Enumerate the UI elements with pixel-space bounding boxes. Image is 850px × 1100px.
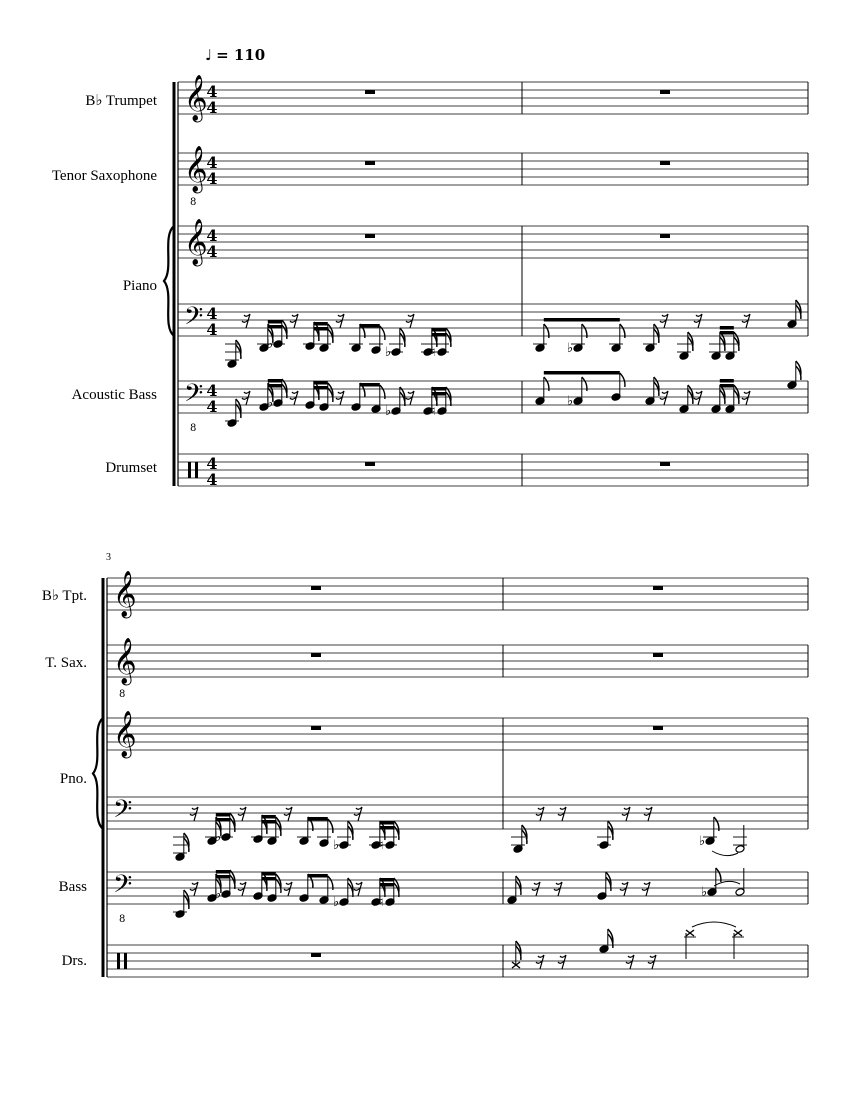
time-signature-upper: 4 [206,381,218,400]
note-beam [432,333,446,337]
sixteenth-rest [284,882,292,896]
accidental: ♭ [333,838,340,853]
accidental: ♮ [431,345,436,360]
note-beam [262,815,276,819]
note-beam [360,324,380,328]
note-beam [720,331,734,335]
sixteenth-rest [648,955,656,969]
whole-rest [653,586,663,590]
sixteenth-rest [660,314,668,328]
sixteenth-rest [354,807,362,821]
accidental: ♮ [431,404,436,419]
bass-clef: 𝄢 [184,302,204,337]
sixteenth-rest [336,391,344,405]
time-signature-upper: 4 [206,153,218,172]
sixteenth-rest [626,955,634,969]
accidental: ♭ [567,394,574,409]
bass-clef: 𝄢 [184,379,204,414]
bass-clef: 𝄢 [113,795,133,830]
whole-rest [311,726,321,730]
note-beam [314,322,328,326]
note-beam [314,327,328,331]
time-signature-lower: 4 [206,98,218,117]
sixteenth-rest [290,391,298,405]
measure-number: 3 [106,552,111,563]
whole-rest [660,234,670,238]
time-signature-upper: 4 [206,226,218,245]
tempo-marking [205,46,265,64]
note-beam [432,392,446,396]
sixteenth-rest [644,807,652,821]
percussion-clef [124,953,127,969]
sixteenth-rest [660,391,668,405]
sixteenth-rest [642,882,650,896]
sixteenth-rest [190,807,198,821]
sixteenth-rest [242,314,250,328]
whole-rest [311,586,321,590]
treble-clef: 𝄞 [113,571,137,617]
accidental: ♮ [379,895,384,910]
sixteenth-rest [354,882,362,896]
tempo-value: = 110 [216,46,266,64]
note-beam [720,384,734,388]
label-tenor-sax-short: T. Sax. [45,655,87,671]
percussion-clef [195,462,198,478]
octave-marking: 8 [190,197,197,208]
accidental: ♭ [333,895,340,910]
note-beam [268,384,282,388]
note-beam [216,818,230,822]
time-signature-lower: 4 [206,320,218,339]
sixteenth-rest [242,391,250,405]
sixteenth-rest [742,391,750,405]
sixteenth-rest [742,314,750,328]
accidental: ♭ [699,834,706,849]
whole-rest [660,90,670,94]
tie [692,922,736,927]
accidental: ♭ [701,885,708,900]
percussion-clef [117,953,120,969]
sixteenth-rest [532,882,540,896]
time-signature-lower: 4 [206,169,218,188]
treble-clef: 𝄞 [184,219,208,265]
label-drums-short: Drs. [61,953,87,969]
sixteenth-rest [536,955,544,969]
percussion-clef [188,462,191,478]
note-beam [308,874,328,878]
note-beam [360,383,380,387]
time-signature-lower: 4 [206,242,218,261]
whole-rest [365,462,375,466]
label-piano-short: Pno. [59,771,87,787]
note-beam [544,318,620,322]
sixteenth-rest [290,314,298,328]
note-beam [720,379,734,383]
sixteenth-rest [694,391,702,405]
accidental: ♭ [385,404,392,419]
octave-marking: 8 [119,914,126,925]
tie [714,881,740,886]
accidental: ♭ [215,887,222,902]
note-beam [314,381,328,385]
note-beam [268,379,282,383]
label-tenor-sax: Tenor Saxophone [51,168,157,184]
note-beam [216,875,230,879]
accidental: ♮ [379,838,384,853]
time-signature-upper: 4 [206,82,218,101]
note-beam [380,821,394,825]
whole-rest [653,726,663,730]
accidental: ♭ [385,345,392,360]
sixteenth-rest [238,882,246,896]
note-beam [216,870,230,874]
sixteenth-rest [284,807,292,821]
note-beam [216,813,230,817]
note-beam [262,872,276,876]
note-beam [380,826,394,830]
sixteenth-rest [558,807,566,821]
note-beam [720,326,734,330]
sixteenth-rest [554,882,562,896]
whole-rest [311,653,321,657]
bass-clef: 𝄢 [113,870,133,905]
whole-rest [365,234,375,238]
whole-rest [365,161,375,165]
treble-clef: 𝄞 [184,146,208,192]
note-beam [380,883,394,887]
tie [712,851,738,856]
octave-marking: 8 [190,423,197,434]
accidental: ♭ [267,396,274,411]
label-bass: Acoustic Bass [71,387,157,403]
note-beam [262,877,276,881]
treble-clef: 𝄞 [184,75,208,121]
sixteenth-rest [406,391,414,405]
notation-layer [93,75,808,977]
sixteenth-rest [536,807,544,821]
label-trumpet: B♭ Trumpet [85,93,157,109]
note-beam [262,820,276,824]
whole-rest [660,161,670,165]
note-beam [432,328,446,332]
note-beam [432,387,446,391]
sixteenth-rest [620,882,628,896]
sixteenth-rest [190,882,198,896]
sixteenth-rest [558,955,566,969]
sixteenth-rest [406,314,414,328]
note-beam [268,320,282,324]
time-signature-upper: 4 [206,454,218,473]
whole-rest [660,462,670,466]
sixteenth-rest [336,314,344,328]
whole-rest [365,90,375,94]
label-drums: Drumset [105,460,157,476]
treble-clef: 𝄞 [113,711,137,757]
label-trumpet-short: B♭ Tpt. [41,588,87,604]
note-beam [380,878,394,882]
accidental: ♭ [567,341,574,356]
quarter-note-symbol: ♩ [205,46,213,64]
sixteenth-rest [694,314,702,328]
note-beam [268,325,282,329]
note-flag [620,373,625,387]
note-beam [308,817,328,821]
label-piano: Piano [122,278,157,294]
sixteenth-rest [622,807,630,821]
whole-rest [653,653,663,657]
time-signature-lower: 4 [206,470,218,489]
time-signature-upper: 4 [206,304,218,323]
whole-rest [311,953,321,957]
treble-clef: 𝄞 [113,638,137,684]
sixteenth-rest [238,807,246,821]
note-beam [314,386,328,390]
octave-marking: 8 [119,689,126,700]
accidental: ♭ [215,830,222,845]
note-beam [544,371,620,375]
accidental: ♭ [267,337,274,352]
time-signature-lower: 4 [206,397,218,416]
label-bass-short: Bass [58,879,87,895]
